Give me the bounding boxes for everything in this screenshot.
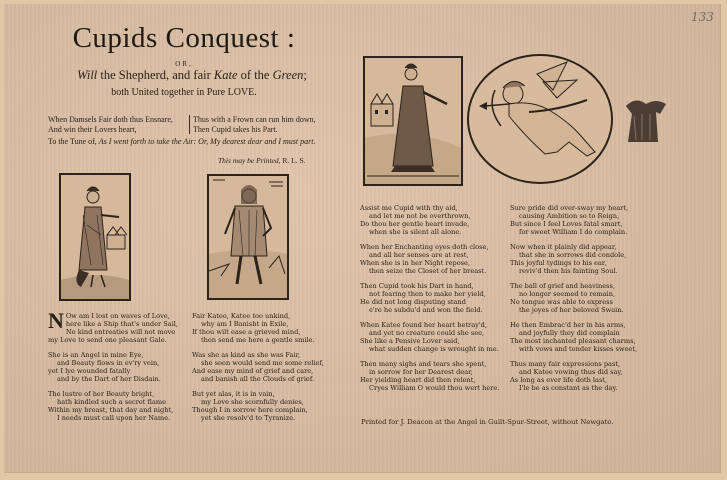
stanza: [360, 321, 499, 353]
verse-column-4: [510, 204, 637, 399]
stanza: [360, 204, 499, 236]
broadside-sheet: [4, 4, 721, 473]
verse-line: yet I lye wounded fatally: [48, 367, 131, 375]
verse-line: Then many sighs and tears she spent,: [360, 360, 487, 368]
verse-line: No kind entreaties will not move: [65, 328, 176, 336]
verse-line: I needs must call upon her Name.: [57, 414, 171, 422]
verse-line: then send me here a gentle smile.: [201, 336, 315, 344]
verse-line: But yet alas, it is in vain,: [192, 390, 275, 398]
cupid-bow-icon: [469, 56, 611, 182]
verse-line: and by the Dart of her Disdain.: [57, 375, 161, 383]
licence-text: This may be Printed,: [218, 156, 281, 165]
verse-line: Now when it plainly did appear,: [510, 243, 617, 251]
intro-left: [48, 115, 188, 134]
woman-figure-icon: [61, 175, 129, 299]
stanza: [48, 351, 173, 383]
verse-line: Sure pride did over-sway my heart,: [510, 204, 629, 212]
verse-line: He did not long disputing stand: [360, 298, 466, 306]
printer-imprint: Printed for J. Deacon at the Angel in Guilt-Spur-Street, without Newgate.: [361, 418, 614, 426]
verse-line: The ball of grief and heaviness,: [510, 282, 615, 290]
verse-line: my Love to send one pleasant Gale.: [48, 336, 167, 344]
verse-line: But since I feel Loves fatal smart,: [510, 220, 623, 228]
verse-line: with vows and tender kisses sweet,: [519, 345, 638, 353]
verse-line: Though I in sorrow here complain,: [192, 406, 308, 414]
stanza: [192, 390, 324, 422]
verse-line: Assist me Cupid with thy aid,: [360, 204, 458, 212]
stanza: [510, 204, 637, 236]
verse-line: not fearing then to make her yield,: [369, 290, 486, 298]
verse-line: reviv'd then his fainting Soul.: [519, 267, 618, 275]
stanza: [360, 360, 499, 392]
verse-line: Her yielding heart did then relent,: [360, 376, 476, 384]
verse-line: When she is in her Night repose,: [360, 259, 471, 267]
stanza: [510, 243, 637, 275]
woodcut-woman-flower: [59, 173, 131, 301]
verse-line: No tongue was able to express: [510, 298, 613, 306]
verse-line: for sweet William I do complain.: [519, 228, 628, 236]
verse-line: As long as ever life doth last,: [510, 376, 608, 384]
verse-line: The lustre of her Beauty bright,: [48, 390, 155, 398]
title-or: OR,: [175, 60, 193, 68]
verse-line: Was she as kind as she was Fair,: [192, 351, 301, 359]
ballad-subtitle: [32, 68, 352, 83]
intro-line: When Damsels Fair doth thus Ensnare,: [48, 115, 173, 124]
subtitle-text: of the: [237, 68, 273, 82]
stanza: [510, 282, 637, 314]
verse-line: causing Ambition so to Reign,: [519, 212, 620, 220]
verse-line: She like a Pensive Lover said,: [360, 337, 460, 345]
verse-line: Cryes William O would thou wert here.: [369, 384, 500, 392]
intro-right: [189, 115, 343, 134]
verse-line: He then Embrac'd her in his arms,: [510, 321, 626, 329]
walking-woman-icon: [365, 58, 461, 184]
verse-line: and banish all the Clouds of grief.: [201, 375, 315, 383]
stanza: [510, 321, 637, 353]
shepherd-figure-icon: [209, 176, 287, 298]
verse-line: and yet no creature could she see,: [369, 329, 485, 337]
stanza: [192, 312, 324, 344]
verse-line: and Katee vowing thus did say,: [519, 368, 623, 376]
ballad-title: Cupids Conquest :: [72, 22, 296, 54]
subtitle-kate: Kate: [213, 68, 238, 82]
licence-initials: R. L. S.: [282, 156, 306, 165]
verse-line: The most inchanted pleasant charms,: [510, 337, 636, 345]
verse-line: When Katee found her heart betray'd,: [360, 321, 487, 329]
intro-line: And win their Lovers heart,: [48, 124, 137, 134]
verse-line: yet she resolv'd to Tyranize.: [201, 414, 296, 422]
verse-line: and all her senses are at rest,: [369, 251, 469, 259]
intro-line: Then Cupid takes his Part.: [193, 124, 278, 134]
verse-column-3: [360, 204, 499, 399]
verse-line: When her Enchanting eyes doth close,: [360, 243, 489, 251]
woodcut-shepherd: [207, 174, 289, 300]
licence-line: [218, 156, 306, 165]
verse-line: that she in sorrows did condole,: [519, 251, 627, 259]
intro-line: Thus with a Frown can run him down,: [193, 115, 316, 124]
verse-line: Then Cupid took his Dart in hand,: [360, 282, 474, 290]
subtitle-text: ;: [303, 68, 307, 82]
verse-line: Within my breast, that day and night,: [48, 406, 174, 414]
verse-line: and let me not be overthrown,: [369, 212, 471, 220]
verse-line: what sudden change is wrought in me.: [369, 345, 499, 353]
wheatsheaf-ornament: [620, 96, 670, 146]
woodcut-woman-walking: [363, 56, 463, 186]
stanza: [360, 282, 499, 314]
verse-line: Thus many fair expressions past,: [510, 360, 621, 368]
united-line: both United together in Pure LOVE.: [111, 87, 257, 98]
drop-cap: N: [48, 308, 64, 333]
subtitle-text: the Shepherd, and fair: [97, 68, 214, 82]
verse-line: She is an Angel in mine Eye,: [48, 351, 144, 359]
subtitle-will: Will: [77, 68, 98, 82]
oval-cupid: [467, 54, 613, 184]
tune-name: As I went forth to take the Air: Or, My dearest dear and I must part.: [98, 137, 316, 146]
verse-line: why am I Banisht in Exile,: [201, 320, 289, 328]
stanza: [192, 351, 324, 383]
stanza: [48, 308, 179, 344]
verse-line: here like a Ship that's under Sail,: [65, 320, 179, 328]
verse-line: in sorrow for her Dearest dear,: [369, 368, 473, 376]
verse-line: hath kindled such a secret flame: [57, 398, 167, 406]
verse-line: Fair Katee, Katee too unkind,: [192, 312, 291, 320]
tune-line: [48, 137, 315, 146]
verse-line: she soon would send me some relief,: [201, 359, 324, 367]
verse-line: If thou wilt ease a grieved mind,: [192, 328, 301, 336]
verse-line: This joyful tydings to his ear,: [510, 259, 607, 267]
verse-line: my Love she scornfully denies,: [201, 398, 304, 406]
verse-line: when she is silent all alone.: [369, 228, 462, 236]
wheatsheaf-icon: [620, 96, 670, 146]
verse-line: then seize the Closet of her breast.: [369, 267, 487, 275]
subtitle-green: Green: [272, 68, 304, 82]
verse-line: Ow am I lost on waves of Love,: [65, 312, 170, 320]
stanza: [48, 390, 173, 422]
verse-line: and joyfully they did complain: [519, 329, 620, 337]
verse-column-1: [48, 308, 179, 429]
verse-line: no longer seemed to remain,: [519, 290, 616, 298]
stanza: [510, 360, 637, 392]
verse-line: and Beauty flows in ev'ry vein,: [57, 359, 160, 367]
verse-line: I'le be as constant as the day.: [519, 384, 618, 392]
verse-line: Do thou her gentle heart invade,: [360, 220, 470, 228]
verse-line: And ease my mind of grief and care,: [192, 367, 314, 375]
verse-column-2: [192, 312, 324, 429]
tune-prefix: To the Tune of,: [48, 137, 97, 146]
verse-line: the joyes of her beloved Swain.: [519, 306, 624, 314]
folio-number: 133: [691, 10, 714, 24]
stanza: [360, 243, 499, 275]
verse-line: e're he subdu'd and won the field.: [369, 306, 483, 314]
